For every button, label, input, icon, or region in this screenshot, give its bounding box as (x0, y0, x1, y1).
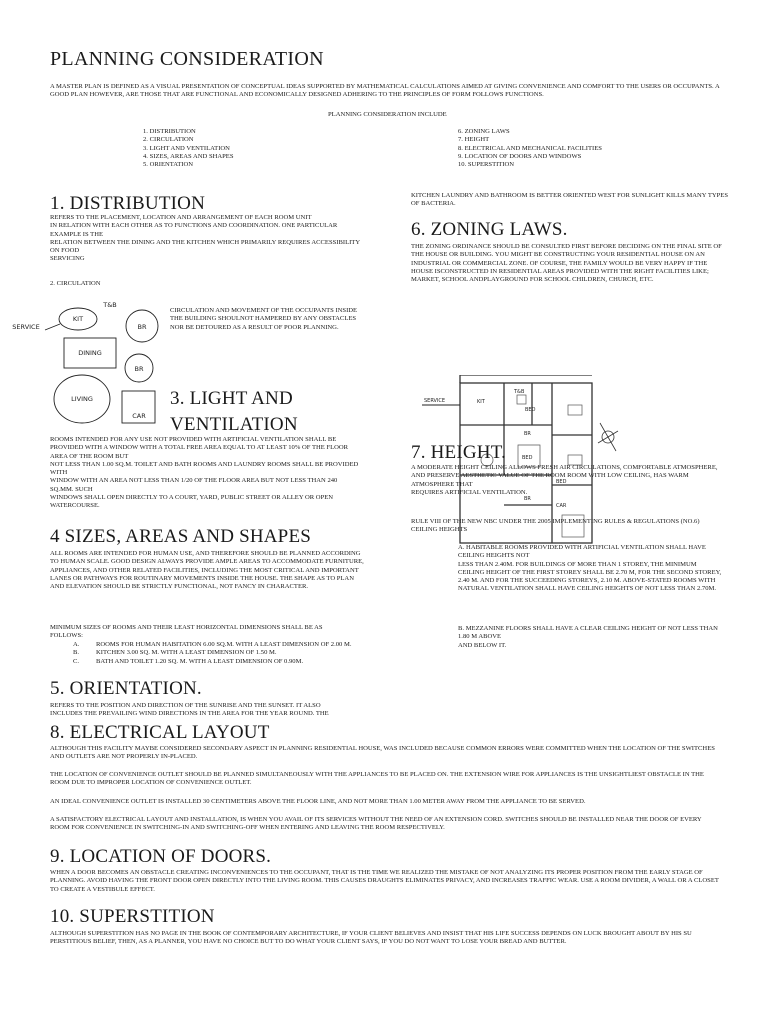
plan-br1-label: BR (524, 431, 531, 437)
dining-label: DINING (78, 349, 102, 357)
distribution-body: REFERS TO THE PLACEMENT, LOCATION AND ARRANGEMENT OF EACH ROOM UNIT IN RELATION WITH EACH OTHER AS TO FUNCTIONS AND COORDINATION. ONE PARTICULAR EXAMPLE IS THE RELATION BETWEEN THE DINING AND THE KITCHEN WHICH PRIMARILY REQUIRES ACCESSIBILITY ON FOOD SERVICING (50, 214, 360, 263)
zoning-heading: 6. ZONING LAWS. (411, 219, 568, 240)
plan-kit-label: KIT (477, 399, 485, 405)
electrical-paragraph-3: AN IDEAL CONVENIENCE OUTLET IS INSTALLED 30 CENTIMETERS ABOVE THE FLOOR LINE, AND NOT MORE THAN 1.00 METER AWAY FROM THE APPLIANCE TO BE SERVED. (50, 798, 586, 805)
item-letter: C. (73, 657, 80, 665)
br-label-2: BR (134, 365, 144, 373)
superstition-body: ALTHOUGH SUPERSTITION HAS NO PAGE IN THE BOOK OF CONTEMPORARY ARCHITECTURE, IF YOUR CLIENT BELIEVES AND INSIST THAT HIS LIFE SUCCESS DEPENDS ON LUCK BROUGHT ABOUT BY HIS SU PERSTITIOUS BELIEF, THEN, AS A PLANNER, YOU HAVE NO CHOICE BUT TO DO WHAT YOUR CLIENT SAYS, IF YOU DO NOT WANT TO LOSE YOUR BREAD AND BUTTER. (50, 930, 692, 946)
living-label: LIVING (71, 395, 93, 403)
light-heading-line1: 3. LIGHT AND (170, 388, 293, 409)
orientation-body: REFERS TO THE POSITION AND DIRECTION OF THE SUNRISE AND THE SUNSET. IT ALSO INCLUDES THE PREVAILING WIND DIRECTIONS IN THE AREA FOR THE YEAR ROUND. THE (50, 702, 329, 718)
list-item: 7. HEIGHT (458, 136, 490, 144)
bubble-diagram (10, 298, 170, 430)
sizes-body: ALL ROOMS ARE INTENDED FOR HUMAN USE, AND THEREFORE SHOULD BE PLANNED ACCORDING TO HUMAN SCALE. GOOD DESIGN ALWAYS PROVIDE AMPLE AREAS TO ACCOMMODATE FURNITURE, APPLIANCES, AND OTHER RELATED FACILITIES, INCLUDING THE MOST CRITICAL AND IMPORTANT LANES OR PATHWAYS FOR ROUTINARY MOVEMENTS INSIDE THE HOUSE. THE SHAPE AS TO PLAN AND ELEVATION SHOULD BE STRICTLY FUNCTIONAL, NOT FANCY IN CHARACTER. (50, 550, 364, 591)
list-item: 10. SUPERSTITION (458, 161, 515, 169)
br-label-1: BR (137, 323, 147, 331)
list-item: 4. SIZES, AREAS AND SHAPES (143, 152, 234, 160)
circulation-label: 2. CIRCULATION (50, 280, 101, 287)
height-b-text: B. MEZZANINE FLOORS SHALL HAVE A CLEAR CEILING HEIGHT OF NOT LESS THAN 1.80 M ABOVE AND BELOW IT. (458, 625, 718, 649)
kitchen-note: KITCHEN LAUNDRY AND BATHROOM IS BETTER ORIENTED WEST FOR SUNLIGHT KILLS MANY TYPES OF BACTERIA. (411, 192, 728, 208)
light-body: ROOMS INTENDED FOR ANY USE NOT PROVIDED WITH ARTIFICIAL VENTILATION SHALL BE PROVIDED WITH A WINDOW WITH A TOTAL FREE AREA EQUAL TO AT LEAST 10% OF THE FLOOR AREA OF THE ROOM BUT NOT LESS THAN 1.00 SQ.M. TOILET AND BATH ROOMS AND LAUNDRY ROOMS SHALL BE PROVIDED WITH WINDOW WITH AN AREA NOT LESS THAN 1/20 OF THE FLOOR AREA BUT NOT LESS THAN 240 SQ.MM. SUCH WINDOWS SHALL OPEN DIRECTLY TO A COURT, YARD, PUBLIC STREET OR ALLEY OR OPEN WATERCOURSE. (50, 436, 359, 510)
electrical-paragraph-4: A SATISFACTORY ELECTRICAL LAYOUT AND INSTALLATION, IS WHEN YOU AVAIL OF ITS SERVICES WITHOUT THE NEED OF AN EXTENSION CORD. SWITCHES SHOULD BE INSTALLED NEAR THE DOOR OF EVERY ROOM FOR CONVENIENCE IN SWITCHING-IN AND SWITCHING-OFF WHEN ENTERING AND LEAVING THE ROOM RESPECTIVELY. (50, 816, 702, 832)
electrical-paragraph-1: ALTHOUGH THIS FACILITY MAYBE CONSIDERED SECONDARY ASPECT IN PLANNING RESIDENTIAL HOUSE, WAS INCLUDED BECAUSE COMMON ERRORS WERE COMMITTED WHEN THE LOCATION OF THE SWITCHES AND OUTLETS ARE NOT PROPERLY IN-PLACED. (50, 745, 715, 761)
kit-label: KIT (72, 315, 84, 323)
sizes-heading: 4 SIZES, AREAS AND SHAPES (50, 526, 312, 547)
list-item: 1. DISTRIBUTION (143, 128, 196, 135)
item-text: KITCHEN 3.00 SQ. M. WITH A LEAST DIMENSION OF 1.50 M. (96, 649, 277, 657)
list-item (73, 641, 351, 649)
page-title: PLANNING CONSIDERATION (50, 48, 324, 70)
list-item: 9. LOCATION OF DOORS AND WINDOWS (458, 152, 582, 160)
intro-paragraph: A MASTER PLAN IS DEFINED AS A VISUAL PRESENTATION OF CONCEPTUAL IDEAS SUPPORTED BY MATHEMATICAL CALCULATIONS AIMED AT GIVING CONVENIENCE AND COMFORT TO THE USERS OR OCCUPANTS. A GOOD PLAN HOWEVER, ARE THOSE THAT ARE FUNCTIONAL AND ECONOMICALLY DESIGNED ADHERING TO THE PRINCIPLES OF FORM FOLLOWS FUNCTIONS. (50, 83, 720, 99)
min-sizes-list (73, 641, 351, 666)
list-item (73, 649, 351, 657)
electrical-heading: 8. ELECTRICAL LAYOUT (50, 722, 270, 743)
height-rule: RULE VIII OF THE NEW NBC UNDER THE 2005 IMPLEMENTING RULES & REGULATIONS (NO.6) CEILING HEIGHTS (411, 518, 700, 534)
include-heading: PLANNING CONSIDERATION INCLUDE (328, 111, 447, 118)
electrical-paragraph-2: THE LOCATION OF CONVENIENCE OUTLET SHOULD BE PLANNED SIMULTANEOUSLY WITH THE APPLIANCES TO BE PLACED ON. THE EXTENSION WIRE FOR APPLIANCES IS THE UNSIGHTLIEST OBSTACLE IN THE ROOM DUE TO IMPROPER LOCATION OF CONVENIENCE OUTLET. (50, 771, 704, 787)
item-text: BATH AND TOILET 1.20 SQ. M. WITH A LEAST DIMENSION OF 0.90M. (96, 657, 304, 665)
plan-service-label: SERVICE (424, 398, 446, 404)
plan-bed2-label: BED (522, 455, 533, 461)
plan-car-label: CAR (556, 503, 567, 509)
light-heading-line2: VENTILATION (170, 414, 298, 435)
min-sizes-intro: MINIMUM SIZES OF ROOMS AND THEIR LEAST HORIZONTAL DIMENSIONS SHALL BE AS FOLLOWS: (50, 624, 323, 640)
plan-tb-label: T&B (514, 389, 525, 395)
service-link (45, 324, 60, 330)
north-arrow-icon (598, 423, 618, 451)
list-item: 3. LIGHT AND VENTILATION (143, 144, 230, 152)
zoning-body: THE ZONING ORDINANCE SHOULD BE CONSULTED FIRST BEFORE DECIDING ON THE FINAL SITE OF THE HOUSE OR BUILDING. YOU MIGHT BE CONSTRUCTING YOUR RESIDENTIAL HOUSE ON AN INDUSTRIAL OR COMMERCIAL ZONE. OF COURSE, THE FAMILY WOULD BE VERY HAPPY IF THE HOUSE ISCONSTRUCTED IN RESIDENTIAL AREAS PROVIDED WITH THE RIGHT FACILITIES LIKE; MARKET, SCHOOL ANDPLAYGROUND FOR SCHOOL CHILDREN, CHURCH, ETC. (411, 243, 722, 284)
plan-br2-label: BR (524, 496, 531, 502)
include-list-right (458, 128, 602, 169)
tb-label: T&B (103, 301, 117, 309)
height-a-text: A. HABITABLE ROOMS PROVIDED WITH ARTIFICIAL VENTILATION SHALL HAVE CEILING HEIGHTS NOT LESS THAN 2.40M. FOR BUILDINGS OF MORE THAN 1 STOREY, THE MINIMUM CEILING HEIGHT OF THE FIRST STOREY SHALL BE 2.70 M, FOR THE SECOND STOREY, 2.40 M. AND FOR THE SUCCEEDING STOREYS, 2.10 M. ABOVE-STATED ROOMS WITH NATURAL VENTILATION SHALL HAVE CEILING HEIGHTS OF NOT LESS THAN 2.70M. (458, 544, 722, 593)
height-body: A MODERATE HEIGHT CEILING ALLOWS FRESH AIR CIRCULATIONS, COMFORTABLE ATMOSPHERE, AND PRESERVE AESTHETIC VALUE OF THE ROOM ROOM WITH LOW CEILING, HAS WARM ATMOSPHERE THAT REQUIRES ARTIFICIAL VENTILATION. (411, 464, 718, 496)
service-label: SERVICE (12, 323, 40, 331)
distribution-heading: 1. DISTRIBUTION (50, 193, 205, 214)
doors-body: WHEN A DOOR BECOMES AN OBSTACLE CREATING INCONVENIENCES TO THE OCCUPANT, THAT IS THE TIME WE REALIZED THE MISTAKE OF NOT ANALYZING ITS PROPER POSITION FROM THE EARLY STAGE OF PLANNING. AVOID HAVING THE FRONT DOOR OPEN DIRECTLY INTO THE LIVING ROOM. THIS CAUSES DRAUGHTS ELIMINATES PRIVACY, AND INCREASES TRAFFIC WEAR. USE A ROOM DIVIDER, A WALL OR A CLOSET TO CREATE A VESTIBULE EFFECT. (50, 869, 719, 893)
height-heading: 7. HEIGHT. (411, 442, 507, 463)
superstition-heading: 10. SUPERSTITION (50, 906, 215, 927)
doors-heading: 9. LOCATION OF DOORS. (50, 846, 272, 867)
car-label: CAR (132, 412, 146, 420)
plan-bed1-label: BED (525, 407, 536, 413)
list-item: 6. ZONING LAWS (458, 128, 510, 135)
item-letter: A. (73, 641, 80, 648)
plan-bed3-label: BED (556, 479, 567, 485)
item-letter: B. (73, 649, 80, 657)
item-text: ROOMS FOR HUMAN HABITATION 6.00 SQ.M. WITH A LEAST DIMENSION OF 2.00 M. (96, 641, 352, 648)
list-item: 5. ORIENTATION (143, 161, 194, 169)
circulation-text: CIRCULATION AND MOVEMENT OF THE OCCUPANTS INSIDE THE BUILDING SHOULNOT HAMPERED BY ANY OBSTACLES NOR BE DETOURED AS A RESULT OF POOR PLANNING. (170, 307, 358, 331)
include-list-left (143, 128, 234, 169)
list-item: 2. CIRCULATION (143, 136, 194, 144)
list-item: 8. ELECTRICAL AND MECHANICAL FACILITIES (458, 144, 602, 152)
list-item (73, 658, 351, 666)
orientation-heading: 5. ORIENTATION. (50, 678, 202, 699)
